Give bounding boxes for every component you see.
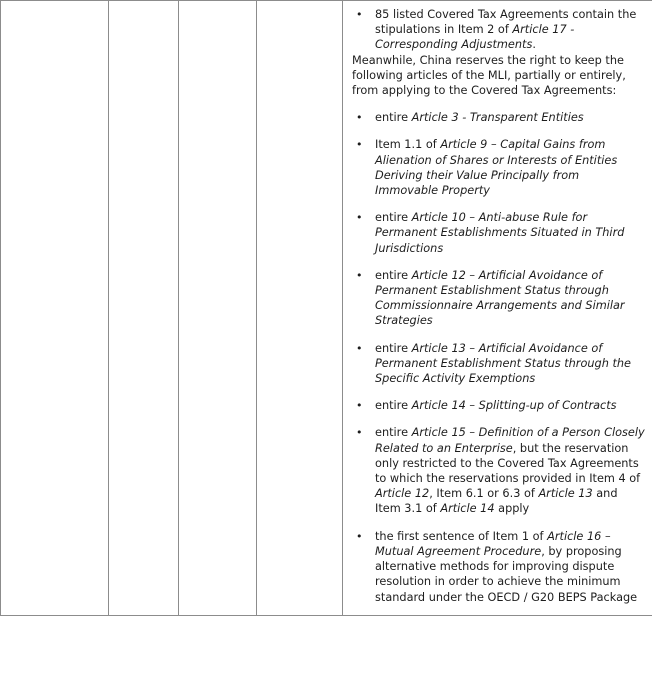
bullet-icon: • (356, 268, 363, 282)
text-fragment: . (532, 38, 536, 52)
bullet-icon: • (356, 341, 363, 355)
bullet-list (352, 7, 645, 53)
bullet-item (352, 398, 645, 413)
cell-text-column-1 (1, 1, 108, 17)
table-row (1, 1, 652, 616)
table-cell-column-4 (257, 1, 343, 616)
bullet-icon: • (356, 111, 363, 125)
table-cell-reservations (343, 1, 652, 616)
text-fragment: entire (375, 426, 412, 440)
paragraph (352, 53, 645, 99)
cell-text-column-2 (109, 1, 178, 17)
text-fragment-italic: Article 17 - Corresponding Adjustments (375, 23, 575, 52)
bullet-item (352, 529, 645, 605)
text-fragment: 85 listed Covered Tax Agreements contain the stipulations in Item 2 of (375, 8, 637, 37)
text-fragment-italic: Article 14 – Splitting-up of Contracts (411, 399, 617, 413)
text-fragment-italic: Article 13 (538, 487, 593, 501)
bullet-icon: • (356, 399, 363, 413)
text-fragment: , but the reservation only restricted to the Covered Tax Agreements to which the reservations provided in Item 4 of (375, 441, 641, 486)
text-fragment: entire (375, 268, 412, 282)
text-fragment: entire (375, 399, 412, 413)
text-fragment-italic: Article 13 – Artificial Avoidance of Permanent Establishment Status through the Specific Activity Exemptions (375, 341, 631, 386)
cell-text-column-4 (257, 1, 342, 17)
bullet-item (352, 425, 645, 516)
bullet-icon: • (356, 211, 363, 225)
bullet-icon: • (356, 529, 363, 543)
bullet-list (352, 110, 645, 604)
text-fragment-italic: Article 15 – Definition of a Person Closely Related to an Enterprise (375, 426, 645, 455)
text-fragment-italic: Article 3 - Transparent Entities (411, 111, 584, 125)
text-fragment: entire (375, 341, 412, 355)
text-fragment: Item 1.1 of (375, 138, 441, 152)
bullet-item (352, 110, 645, 125)
bullet-item (352, 268, 645, 329)
text-fragment: entire (375, 111, 412, 125)
text-fragment-italic: Article 16 – Mutual Agreement Procedure (375, 529, 611, 558)
text-fragment-italic: Article 14 (440, 502, 495, 516)
text-fragment: , Item 6.1 or 6.3 of (429, 487, 539, 501)
bullet-icon: • (356, 8, 363, 21)
text-fragment: and Item 3.1 of (375, 487, 618, 516)
bullet-item (352, 7, 645, 53)
text-fragment-italic: Article 12 – Artificial Avoidance of Permanent Establishment Status through Commissionnaire Arrangements and Similar Strategies (375, 268, 625, 328)
text-fragment-italic: Article 12 (375, 487, 430, 501)
text-fragment: apply (494, 502, 530, 516)
text-fragment: Meanwhile, China reserves the right to keep the following articles of the MLI, partially or entirely, from applying to the Covered Tax Agreements: (352, 53, 626, 98)
text-fragment-italic: Article 10 – Anti-abuse Rule for Permanent Establishments Situated in Third Jurisdictions (375, 211, 625, 255)
text-fragment-italic: Article 9 – Capital Gains from Alienation of Shares or Interests of Entities Deriving their Value Principally from Immovable Property (375, 138, 618, 198)
bullet-item (352, 210, 645, 256)
bullet-item (352, 137, 645, 198)
table-cell-column-1 (1, 1, 109, 616)
bullet-icon: • (356, 426, 363, 440)
text-fragment: the first sentence of Item 1 of (375, 529, 548, 543)
table-cell-column-3 (179, 1, 257, 616)
rich-text-blocks (352, 7, 645, 605)
bullet-item (352, 341, 645, 387)
table-body (1, 1, 652, 616)
text-fragment: , by proposing alternative methods for improving dispute resolution in order to achieve the minimum standard under the OECD / G20 BEPS Package (375, 544, 638, 604)
table-cell-column-2 (109, 1, 179, 616)
text-fragment: entire (375, 211, 412, 225)
cell-text-column-3 (179, 1, 256, 17)
reservations-content (343, 1, 652, 615)
bullet-icon: • (356, 138, 363, 152)
